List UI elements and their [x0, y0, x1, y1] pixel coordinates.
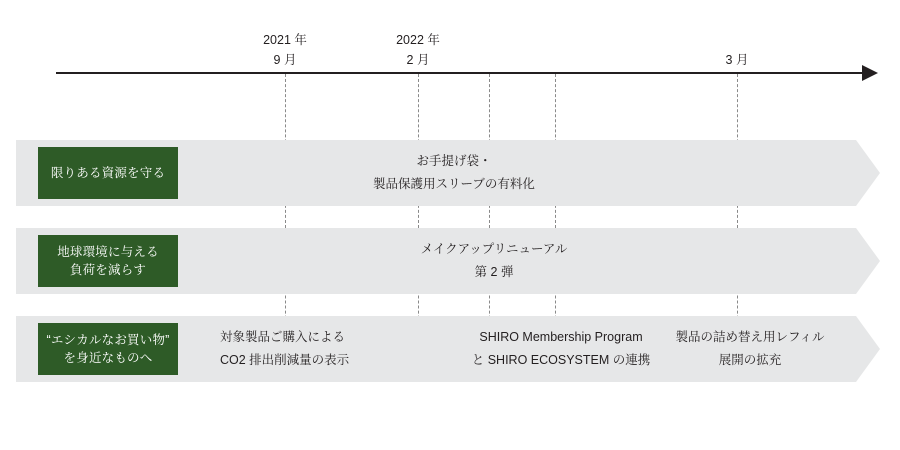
- row-label-pill: [38, 323, 178, 375]
- row-event-line: 対象製品ご購入による: [220, 330, 346, 344]
- row-event: [384, 228, 604, 294]
- row-label-line: 負荷を減らす: [69, 263, 147, 277]
- row-label-line: “エシカルなお買い物”: [46, 333, 170, 347]
- row-event: [220, 316, 390, 382]
- row-label-line: 地球環境に与える: [57, 245, 159, 259]
- axis-tick-1: [378, 30, 458, 70]
- axis-tick-year: 2021 年: [263, 33, 307, 47]
- axis-tick-month: 3 月: [725, 53, 749, 67]
- row-event-line: CO2 排出削減量の表示: [220, 353, 350, 367]
- timeline-axis-line: [56, 72, 864, 74]
- row-event-line: 展開の拡充: [718, 353, 782, 367]
- row-label-pill: [38, 235, 178, 287]
- row-event-line: 第 2 弾: [474, 265, 514, 279]
- row-label-line: を身近なものへ: [63, 351, 153, 365]
- axis-tick-month: 2 月: [406, 53, 430, 67]
- row-label-pill: [38, 147, 178, 199]
- row-event-line: SHIRO Membership Program: [479, 330, 643, 344]
- axis-tick-year: 2022 年: [396, 33, 440, 47]
- axis-tick-month: 9 月: [273, 53, 297, 67]
- row-event-line: メイクアップリニューアル: [420, 242, 568, 256]
- timeline-axis-arrow-icon: [862, 65, 878, 81]
- axis-tick-2: [697, 50, 777, 70]
- row-event: [448, 316, 674, 382]
- row-band-arrow-icon: [856, 140, 880, 206]
- row-event-line: お手提げ袋・: [416, 154, 492, 168]
- row-event-line: 製品保護用スリーブの有料化: [373, 177, 535, 191]
- row-label-line: 限りある資源を守る: [50, 166, 166, 180]
- row-band-arrow-icon: [856, 316, 880, 382]
- row-event-line: と SHIRO ECOSYSTEM の連携: [471, 353, 651, 367]
- row-event: [660, 316, 840, 382]
- row-event: [334, 140, 574, 206]
- row-event-line: 製品の詰め替え用レフィル: [675, 330, 825, 344]
- axis-tick-0: [245, 30, 325, 70]
- row-band-arrow-icon: [856, 228, 880, 294]
